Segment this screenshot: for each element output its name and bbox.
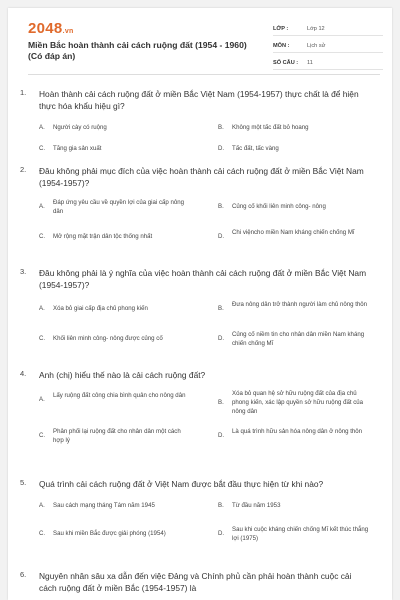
question-5 [20, 478, 382, 568]
question-text: Quá trình cải cách ruộng đất ở Việt Nam được bắt đầu thực hiện từ khi nào? [39, 479, 324, 489]
question-text: Hoàn thành cải cách ruộng đất ở miền Bắc Việt Nam (1954-1957) thực chất là để hiện thực hóa khẩu hiệu gì? [39, 89, 359, 111]
option-text: Lấy ruộng đất công chia bình quân cho nông dân [53, 392, 186, 399]
option-text: Sau cách mạng tháng Tám năm 1945 [53, 502, 155, 509]
option-letter: B. [218, 502, 224, 509]
option-text: Không một tấc đất bỏ hoang [232, 124, 309, 131]
meta-class-row [273, 22, 383, 36]
option-text: Chi việncho miền Nam kháng chiến chống Mĩ [232, 229, 355, 236]
meta-count-value: 11 [307, 59, 313, 66]
option-text: Khối liên minh công- nông được củng cố [53, 335, 163, 342]
option-text: Sau khi miền Bắc được giải phóng (1954) [53, 530, 166, 537]
option-letter: B. [218, 305, 224, 312]
option-letter: D. [218, 530, 225, 537]
logo-suffix: .vn [62, 28, 74, 35]
option-text: Đáp ứng yêu cầu về quyền lợi của giai cấp nông dân [53, 199, 185, 215]
document-page [8, 8, 392, 600]
option-letter: B. [218, 124, 224, 131]
option-letter: C. [39, 233, 46, 240]
document-meta [273, 22, 383, 73]
option-text: Củng cố niềm tin cho nhân dân miền Nam kháng chiến chống Mĩ [232, 331, 365, 347]
option-text: Tấc đất, tấc vàng [232, 145, 279, 152]
question-3 [20, 267, 382, 367]
question-6 [20, 570, 382, 600]
meta-subject-row [273, 39, 383, 53]
question-2 [20, 165, 382, 265]
option-letter: A. [39, 305, 45, 312]
option-text: Củng cố khối liên minh công- nông [232, 203, 326, 210]
option-letter: A. [39, 124, 45, 131]
option-letter: C. [39, 530, 46, 537]
question-number: 1. [20, 88, 27, 97]
question-text: Nguyên nhân sâu xa dẫn đến việc Đảng và Chính phủ cần phải hoàn thành cuộc cải cách ruộng đất ở miền Bắc (1954-1957) là [39, 571, 352, 593]
option-letter: D. [218, 335, 225, 342]
question-4 [20, 369, 382, 479]
option-letter: C. [39, 145, 46, 152]
option-text: Là quá trình hữu sản hóa nông dân ở nông thôn [232, 428, 363, 435]
question-number: 6. [20, 570, 27, 579]
option-letter: C. [39, 432, 46, 439]
option-letter: D. [218, 432, 225, 439]
option-letter: A. [39, 203, 45, 210]
option-letter: B. [218, 203, 224, 210]
meta-count-row [273, 56, 383, 70]
option-text: Phân phối lại ruộng đất cho nhân dân một cách hợp lý [53, 428, 181, 444]
question-text: Đâu không phải là ý nghĩa của việc hoàn thành cải cách ruộng đất ở miền Bắc Việt Nam (1954-1957)? [39, 268, 367, 290]
option-text: Tăng gia sản xuất [53, 145, 102, 152]
question-number: 3. [20, 267, 27, 276]
option-letter: D. [218, 233, 225, 240]
option-text: Xóa bỏ quan hệ sở hữu ruộng đất của địa chủ phong kiến, xác lập quyền sở hữu ruộng đất của nông dân [232, 390, 364, 415]
option-letter: D. [218, 145, 225, 152]
option-letter: B. [218, 399, 224, 406]
meta-subject-value: Lịch sử [307, 42, 326, 49]
option-text: Người cày có ruộng [53, 124, 107, 131]
meta-class-value: Lớp 12 [307, 25, 325, 32]
question-text: Đâu không phải mục đích của việc hoàn thành cải cách ruộng đất ở miền Bắc Việt Nam (1954-1957)? [39, 166, 364, 188]
question-number: 2. [20, 165, 27, 174]
question-number: 4. [20, 369, 27, 378]
header-divider [28, 74, 380, 75]
option-text: Từ đầu năm 1953 [232, 502, 281, 509]
meta-class-label: LỚP : [273, 25, 289, 32]
question-number: 5. [20, 478, 27, 487]
meta-subject-label: MÔN : [273, 42, 290, 49]
document-header [28, 18, 380, 70]
option-letter: A. [39, 502, 45, 509]
option-letter: A. [39, 396, 45, 403]
option-text: Mở rộng mặt trận dân tộc thống nhất [53, 233, 153, 240]
logo-main: 2048 [28, 20, 63, 37]
question-text: Anh (chị) hiểu thế nào là cải cách ruộng đất? [39, 370, 206, 380]
option-text: Xóa bỏ giai cấp địa chủ phong kiến [53, 305, 148, 312]
option-text: Sau khi cuộc kháng chiến chống Mĩ kết thúc thắng lợi (1975) [232, 526, 369, 542]
option-text: Đưa nông dân trở thành người làm chủ nông thôn [232, 301, 368, 308]
document-title: Miền Bắc hoàn thành cải cách ruộng đất (1954 - 1960) (Có đáp án) [28, 40, 247, 61]
question-1 [20, 88, 382, 168]
option-letter: C. [39, 335, 46, 342]
site-logo[interactable] [28, 20, 74, 37]
meta-count-label: SỐ CÂU : [273, 59, 299, 66]
